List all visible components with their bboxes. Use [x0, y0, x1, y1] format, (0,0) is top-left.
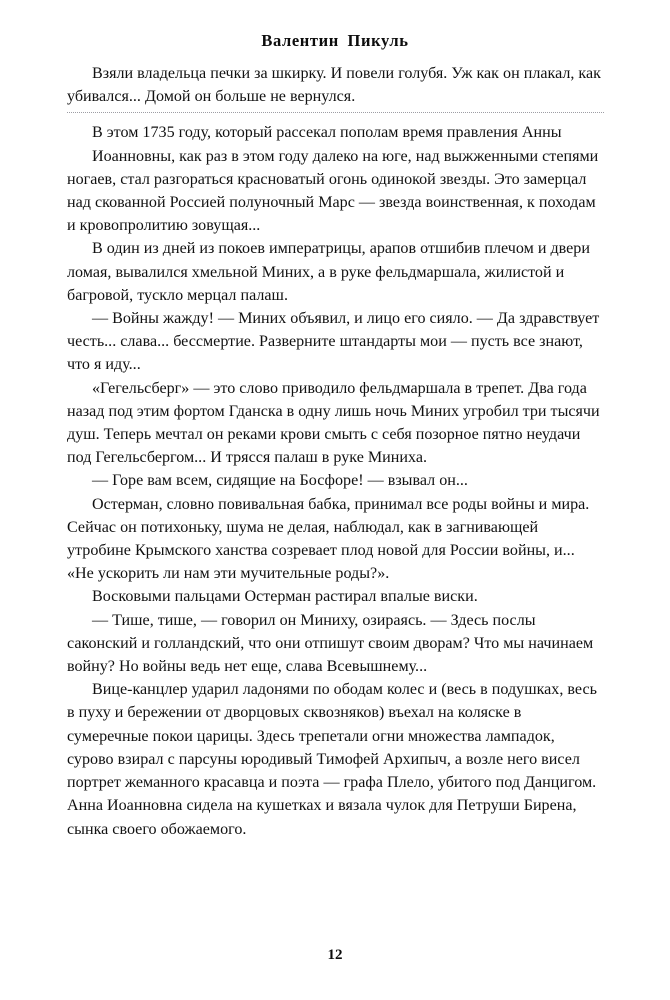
paragraph: Восковыми пальцами Остерман растирал впалые виски.	[92, 588, 478, 606]
paragraph: В один из дней из покоев императрицы, арапов отшибив плечом и двери ломая, вывалился хмельной Миних, а в руке фельдмаршала, жилистой и багровой, тускло мерцал палаш.	[67, 240, 590, 304]
running-head-author: Валентин Пикуль	[261, 31, 409, 50]
paragraph: — Тише, тише, — говорил он Миниху, озираясь. — Здесь послы саконский и голландский, что они отпишут своим дворам? Что мы начинаем войну? Но войны ведь нет еще, слава Всевышнему...	[67, 611, 594, 676]
paragraph: — Горе вам всем, сидящие на Босфоре! — взывал он...	[92, 472, 468, 490]
paragraph: В этом 1735 году, который рассекал пополам время правления Анны	[92, 124, 562, 142]
paragraph: Вице-канцлер ударил ладонями по ободам колес и (весь в подушках, весь в пуху и бережении от дворцовых сквозняков) въехал на коляске в сумеречные покои царицы. Здесь трепетали огни множества лампадок, сурово взирал с парсуны юродивый Тимофей Архипыч, а возле него висел портрет жеманного красавца и поэта — графа Плело, убитого под Данцигом. Анна Иоанновна сидела на кушетках и вязала чулок для Петруши Бирена, сынка своего обожаемого.	[67, 681, 597, 838]
body-text-block	[67, 62, 604, 841]
paragraph: «Гегельсберг» — это слово приводило фельдмаршала в трепет. Два года назад под этим фортом Гданска в одну лишь ночь Миних угробил три тысячи душ. Теперь мечтал он реками крови смыть с себя позорное пятно неудачи под Гегельсбергом... И трясся палаш в руке Миниха.	[67, 379, 600, 467]
paragraph: — Войны жажду! — Миних объявил, и лицо его сияло. — Да здравствует честь... слава... бессмертие. Разверните штандарты мои — пусть все знают, что я иду...	[67, 310, 600, 374]
paragraph: Остерман, словно повивальная бабка, принимал все роды войны и мира. Сейчас он потихоньку, шума не делая, наблюдал, как в загнивающей утробине Крымского ханства созревает плод новой для России войны, и... «Не ускорить ли нам эти мучительные роды?».	[67, 495, 590, 583]
dotted-section-divider	[67, 112, 604, 114]
paragraph: Иоанновны, как раз в этом году далеко на юге, над выжженными степями ногаев, стал разгораться красноватый огонь одинокой звезды. Это замерцал над скованной Россией полуночный Марс — звезда воинственная, к походам и кровопролитию зовущая...	[67, 147, 599, 235]
page-number: 12	[327, 947, 343, 963]
paragraph: Взяли владельца печки за шкирку. И повели голубя. Уж как он плакал, как убивался... Домой он больше не вернулся.	[67, 65, 601, 106]
